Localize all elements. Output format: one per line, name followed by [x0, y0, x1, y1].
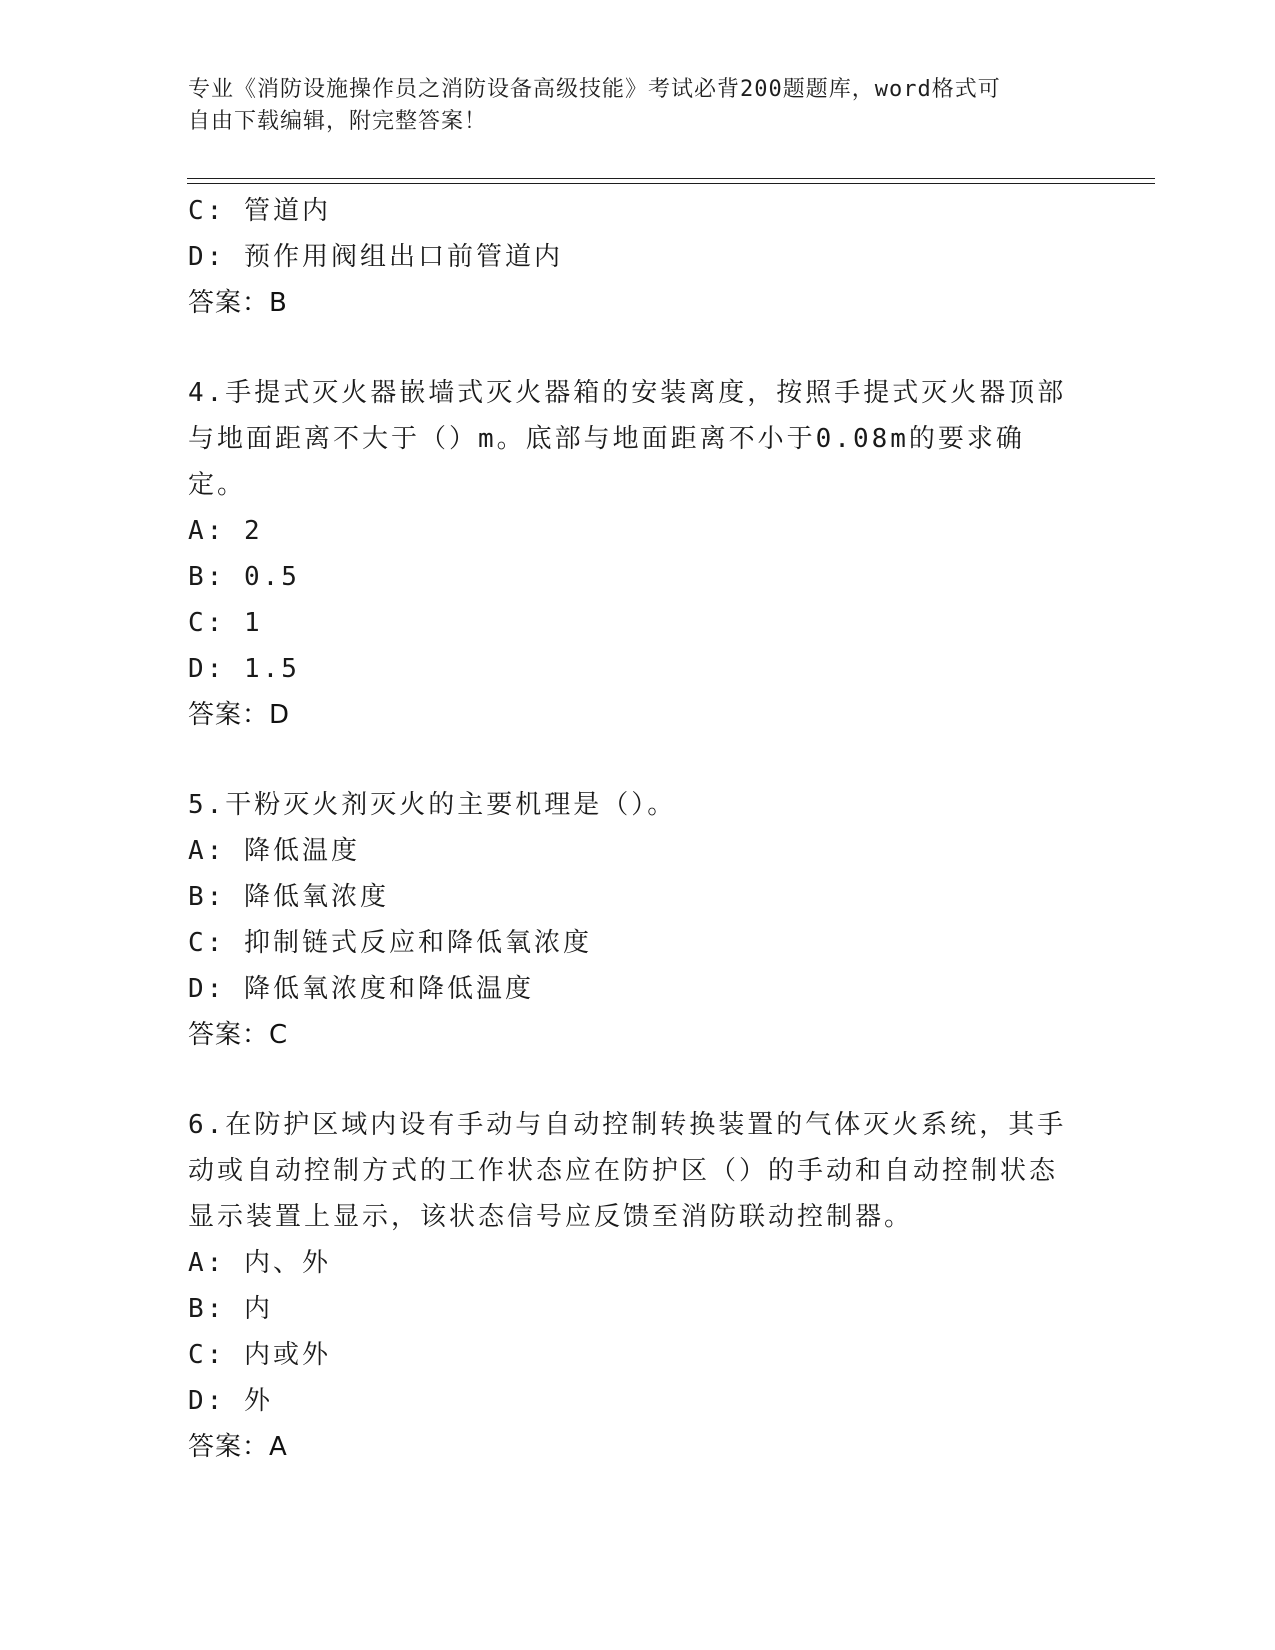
option-c: C: 内或外: [188, 1340, 331, 1370]
answer-line: 答案：B: [188, 288, 288, 318]
question-4: [188, 370, 1068, 738]
option-b: B: 降低氧浓度: [188, 882, 389, 912]
question-stem-line: 4.手提式灭火器嵌墙式灭火器箱的安装离度，按照手提式灭火器顶部: [188, 378, 1067, 408]
header-divider-top: [187, 178, 1155, 179]
header-title-line-2: 自由下载编辑，附完整答案！: [188, 109, 488, 134]
spacer: [188, 738, 1068, 782]
option-c: C: 抑制链式反应和降低氧浓度: [188, 928, 592, 958]
question-stem-line: 动或自动控制方式的工作状态应在防护区（）的手动和自动控制状态: [188, 1156, 1059, 1186]
question-stem-line: 6.在防护区域内设有手动与自动控制转换装置的气体灭火系统，其手: [188, 1110, 1067, 1140]
header-divider-bottom: [187, 183, 1155, 184]
header-title-line-1: 专业《消防设施操作员之消防设备高级技能》考试必背200题题库，word格式可: [188, 77, 1001, 102]
spacer: [188, 326, 1068, 370]
option-d: D: 预作用阀组出口前管道内: [188, 242, 563, 272]
question-stem-line: 显示装置上显示，该状态信号应反馈至消防联动控制器。: [188, 1202, 914, 1232]
option-d: D: 降低氧浓度和降低温度: [188, 974, 534, 1004]
option-d: D: 外: [188, 1386, 273, 1416]
question-3-tail: [188, 188, 1068, 326]
page-header: [188, 74, 1068, 138]
question-stem-line: 与地面距离不大于（）m。底部与地面距离不小于0.08m的要求确定。: [188, 424, 1025, 500]
question-stem-line: 5.干粉灭火剂灭火的主要机理是（）。: [188, 790, 677, 820]
question-5: [188, 782, 1068, 1058]
answer-line: 答案：C: [188, 1020, 289, 1050]
option-d: D: 1.5: [188, 654, 300, 684]
question-6: [188, 1102, 1068, 1470]
option-c: C: 1: [188, 608, 263, 638]
answer-line: 答案：D: [188, 700, 291, 730]
option-b: B: 内: [188, 1294, 273, 1324]
question-list: [188, 188, 1068, 1470]
option-c: C: 管道内: [188, 196, 331, 226]
spacer: [188, 1058, 1068, 1102]
option-b: B: 0.5: [188, 562, 300, 592]
option-a: A: 内、外: [188, 1248, 331, 1278]
option-a: A: 降低温度: [188, 836, 360, 866]
option-a: A: 2: [188, 516, 263, 546]
answer-line: 答案：A: [188, 1432, 288, 1462]
